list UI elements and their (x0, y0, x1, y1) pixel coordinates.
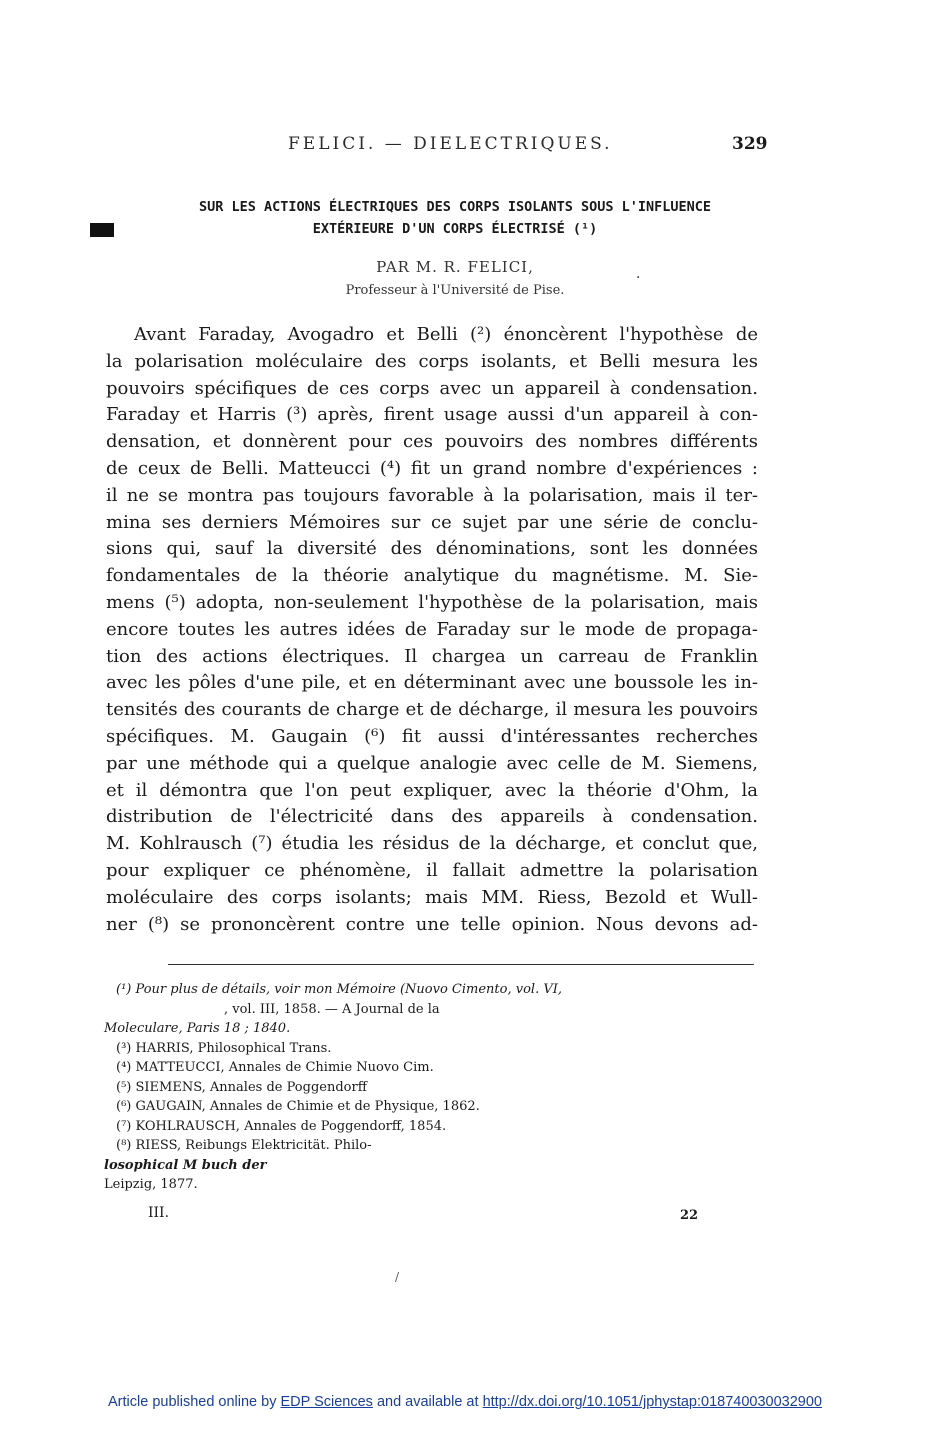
page-number: 329 (732, 134, 768, 154)
body-line: encore toutes les autres idées de Faraday sur le mode de propaga- (106, 618, 758, 640)
credit-middle: and available at (372, 1394, 483, 1410)
footnote-4: (⁴) MATTEUCCI, Annales de Chimie Nuovo Cim. (116, 1060, 434, 1075)
body-text (106, 322, 758, 938)
footnote-5: (⁵) SIEMENS, Annales de Poggendorff (116, 1079, 367, 1095)
credit-prefix: Article published online by (108, 1394, 281, 1410)
title-line-1: SUR LES ACTIONS ÉLECTRIQUES DES CORPS ISOLANTS SOUS L'INFLUENCE (198, 199, 712, 215)
footnote-1-cont: Moleculare, Paris 18 ; 1840. (104, 1021, 291, 1036)
body-line: tensités des courants de charge et de décharge, il mesura les pouvoirs (106, 699, 758, 721)
body-line: mina ses derniers Mémoires sur ce sujet par une série de conclu- (106, 511, 758, 533)
footnote-8: (⁸) RIESS, Reibungs Elektricität. Philo- (116, 1138, 372, 1153)
body-line: moléculaire des corps isolants; mais MM. Riess, Bezold et Wull- (106, 886, 758, 908)
footnote-1-cont: , vol. III, 1858. — A Journal de la (224, 1001, 440, 1017)
footnote-3: (³) HARRIS, Philosophical Trans. (116, 1040, 332, 1056)
body-line: avec les pôles d'une pile, et en déterminant avec une boussole les in- (106, 672, 758, 694)
body-line: de ceux de Belli. Matteucci (⁴) fit un grand nombre d'expériences : (106, 457, 758, 479)
author-line: PAR M. R. FELICI, (376, 258, 534, 276)
body-line: et il démontra que l'on peut expliquer, avec la théorie d'Ohm, la (106, 779, 758, 801)
publication-credit (0, 1394, 930, 1410)
body-line: M. Kohlrausch (⁷) étudia les résidus de la décharge, et conclut que, (106, 833, 758, 855)
title-line-2: EXTÉRIEURE D'UN CORPS ÉLECTRISÉ (¹) (312, 221, 598, 237)
footnote-8-cont: Leipzig, 1877. (104, 1177, 198, 1192)
running-head: FELICI. — DIELECTRIQUES. (288, 134, 613, 154)
footnote-8-cont: losophical M buch der (104, 1157, 267, 1173)
edp-sciences-link[interactable]: EDP Sciences (280, 1394, 373, 1410)
body-line: ner (⁸) se prononcèrent contre une telle opinion. Nous devons ad- (106, 913, 758, 935)
footnote-6: (⁶) GAUGAIN, Annales de Chimie et de Physique, 1862. (116, 1099, 480, 1114)
footnote-7: (⁷) KOHLRAUSCH, Annales de Poggendorff, 1854. (116, 1118, 447, 1134)
body-line: distribution de l'électricité dans des appareils à condensation. (106, 806, 758, 828)
stray-ink-mark: / (395, 1270, 400, 1284)
body-line: pour expliquer ce phénomène, il fallait admettre la polarisation (106, 859, 758, 881)
body-line: Faraday et Harris (³) après, firent usage aussi d'un appareil à con- (106, 404, 758, 426)
body-line: par une méthode qui a quelque analogie avec celle de M. Siemens, (106, 752, 758, 774)
footnotes (104, 980, 764, 1195)
body-line: la polarisation moléculaire des corps isolants, et Belli mesura les (106, 350, 758, 372)
footnote-rule (168, 964, 754, 965)
footnote-1: (¹) Pour plus de détails, voir mon Mémoire (Nuovo Cimento, vol. VI, (116, 982, 562, 997)
volume-mark: III. (148, 1205, 170, 1221)
ink-dot: . (636, 266, 641, 282)
signature-mark: 22 (680, 1208, 699, 1223)
body-line: Avant Faraday, Avogadro et Belli (²) énoncèrent l'hypothèse de (134, 324, 758, 345)
author-affiliation: Professeur à l'Université de Pise. (345, 283, 565, 298)
body-line: il ne se montra pas toujours favorable à la polarisation, mais il ter- (106, 484, 758, 506)
body-line: pouvoirs spécifiques de ces corps avec un appareil à condensation. (106, 377, 758, 399)
body-line: densation, et donnèrent pour ces pouvoirs des nombres différents (106, 431, 758, 453)
body-line: sions qui, sauf la diversité des dénominations, sont les données (106, 538, 758, 560)
body-line: mens (⁵) adopta, non-seulement l'hypothèse de la polarisation, mais (106, 591, 758, 613)
doi-link[interactable]: http://dx.doi.org/10.1051/jphystap:018740030032900 (482, 1394, 822, 1410)
body-line: fondamentales de la théorie analytique du magnétisme. M. Sie- (106, 565, 758, 587)
body-line: tion des actions électriques. Il chargea un carreau de Franklin (106, 645, 758, 667)
article-title (100, 196, 810, 240)
body-line: spécifiques. M. Gaugain (⁶) fit aussi d'intéressantes recherches (106, 725, 758, 747)
